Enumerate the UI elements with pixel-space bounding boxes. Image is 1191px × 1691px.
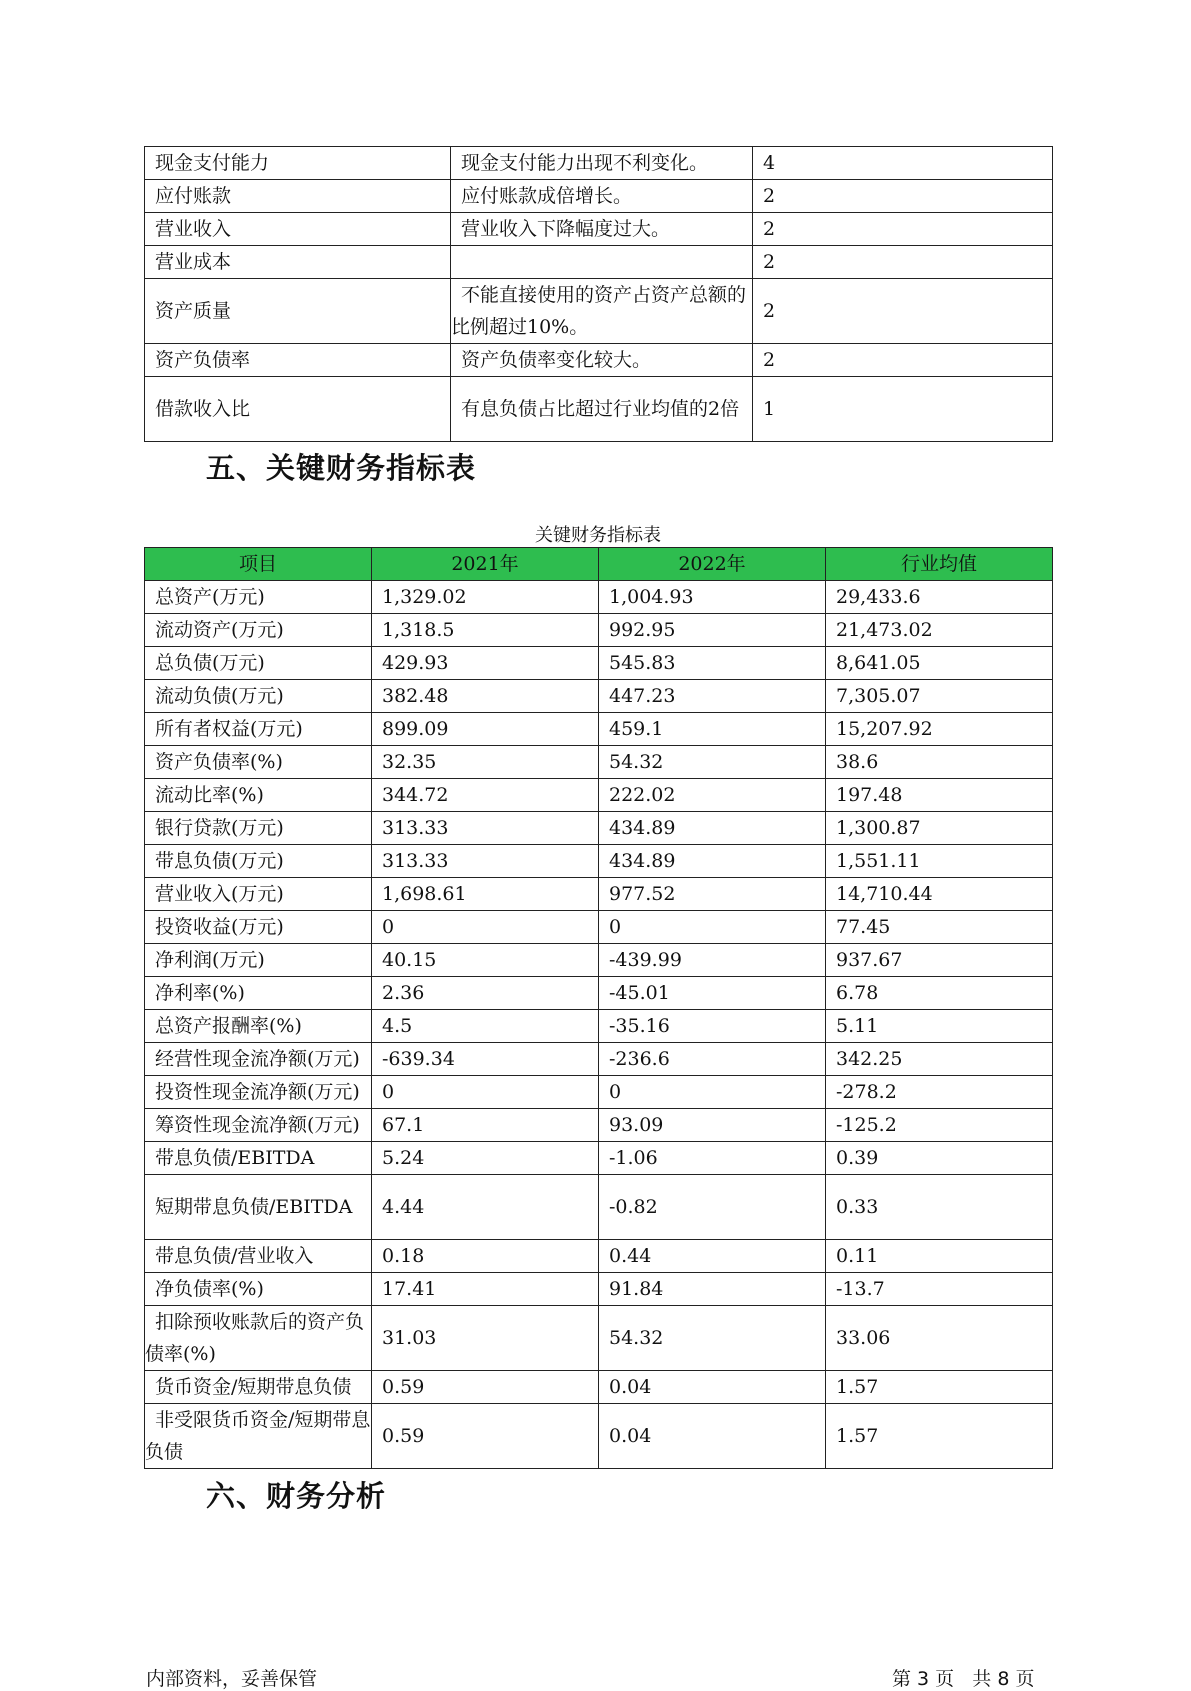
value-industry-average: 1,300.87 [826, 812, 1053, 845]
factor-description: 应付账款成倍增长。 [451, 180, 753, 213]
factor-name: 资产负债率 [145, 344, 451, 377]
value-2022: 545.83 [599, 647, 826, 680]
metrics-table-row [145, 1404, 1053, 1469]
metric-name: 非受限货币资金/短期带息负债 [145, 1404, 372, 1469]
metrics-table-row [145, 680, 1053, 713]
metric-name: 流动负债(万元) [145, 680, 372, 713]
value-2021: 1,329.02 [372, 581, 599, 614]
metric-name: 短期带息负债/EBITDA [145, 1175, 372, 1240]
factor-name: 借款收入比 [145, 377, 451, 442]
value-2022: 0 [599, 911, 826, 944]
risk-table-row [145, 246, 1053, 279]
value-industry-average: 342.25 [826, 1043, 1053, 1076]
value-2021: 1,698.61 [372, 878, 599, 911]
metrics-table-row [145, 1109, 1053, 1142]
metrics-table-row [145, 1010, 1053, 1043]
table-header-row [145, 548, 1053, 581]
value-2022: -1.06 [599, 1142, 826, 1175]
metric-name: 所有者权益(万元) [145, 713, 372, 746]
value-2022: 91.84 [599, 1273, 826, 1306]
footer-page-number: 第 3 页 共 8 页 [892, 1668, 1035, 1690]
factor-score: 2 [753, 279, 1053, 344]
header-item: 项目 [145, 548, 372, 581]
value-industry-average: 937.67 [826, 944, 1053, 977]
value-industry-average: 0.39 [826, 1142, 1053, 1175]
value-2022: -236.6 [599, 1043, 826, 1076]
metrics-table-row [145, 977, 1053, 1010]
metric-name: 筹资性现金流净额(万元) [145, 1109, 372, 1142]
value-2022: 1,004.93 [599, 581, 826, 614]
value-industry-average: -278.2 [826, 1076, 1053, 1109]
metrics-table-row [145, 779, 1053, 812]
value-industry-average: 77.45 [826, 911, 1053, 944]
value-industry-average: 15,207.92 [826, 713, 1053, 746]
value-2021: 429.93 [372, 647, 599, 680]
value-2021: 40.15 [372, 944, 599, 977]
metrics-table-row [145, 911, 1053, 944]
metrics-table-row [145, 812, 1053, 845]
metric-name: 扣除预收账款后的资产负债率(%) [145, 1306, 372, 1371]
value-2022: 0 [599, 1076, 826, 1109]
risk-table-row [145, 377, 1053, 442]
risk-table-row [145, 147, 1053, 180]
value-industry-average: 8,641.05 [826, 647, 1053, 680]
factor-score: 2 [753, 344, 1053, 377]
value-2022: 434.89 [599, 812, 826, 845]
value-2022: -45.01 [599, 977, 826, 1010]
metrics-table-row [145, 845, 1053, 878]
metrics-table-row [145, 1306, 1053, 1371]
value-2022: -0.82 [599, 1175, 826, 1240]
value-industry-average: 0.11 [826, 1240, 1053, 1273]
value-2021: 0 [372, 1076, 599, 1109]
metric-name: 带息负债(万元) [145, 845, 372, 878]
metrics-table-row [145, 1175, 1053, 1240]
metrics-table-row [145, 1076, 1053, 1109]
value-2021: 1,318.5 [372, 614, 599, 647]
metric-name: 带息负债/营业收入 [145, 1240, 372, 1273]
metric-name: 总负债(万元) [145, 647, 372, 680]
value-industry-average: 5.11 [826, 1010, 1053, 1043]
metrics-table-row [145, 1273, 1053, 1306]
metric-name: 净负债率(%) [145, 1273, 372, 1306]
table-caption: 关键财务指标表 [535, 525, 661, 546]
value-2021: 899.09 [372, 713, 599, 746]
value-2022: 0.04 [599, 1404, 826, 1469]
section-heading-key-financial-indicators: 五、关键财务指标表 [206, 451, 477, 485]
risk-table-row [145, 279, 1053, 344]
value-industry-average: 29,433.6 [826, 581, 1053, 614]
value-2022: 93.09 [599, 1109, 826, 1142]
value-2022: 0.44 [599, 1240, 826, 1273]
metric-name: 净利润(万元) [145, 944, 372, 977]
factor-description: 营业收入下降幅度过大。 [451, 213, 753, 246]
value-industry-average: 14,710.44 [826, 878, 1053, 911]
value-2021: 5.24 [372, 1142, 599, 1175]
value-2021: 0 [372, 911, 599, 944]
value-industry-average: -13.7 [826, 1273, 1053, 1306]
value-2021: 0.59 [372, 1371, 599, 1404]
value-industry-average: 7,305.07 [826, 680, 1053, 713]
factor-description: 资产负债率变化较大。 [451, 344, 753, 377]
value-2021: 382.48 [372, 680, 599, 713]
metric-name: 流动比率(%) [145, 779, 372, 812]
value-2021: 0.18 [372, 1240, 599, 1273]
risk-table-row [145, 344, 1053, 377]
value-2022: 459.1 [599, 713, 826, 746]
factor-score: 2 [753, 180, 1053, 213]
value-2022: 54.32 [599, 1306, 826, 1371]
metric-name: 经营性现金流净额(万元) [145, 1043, 372, 1076]
value-industry-average: 1,551.11 [826, 845, 1053, 878]
metric-name: 资产负债率(%) [145, 746, 372, 779]
value-2021: 17.41 [372, 1273, 599, 1306]
factor-description: 现金支付能力出现不利变化。 [451, 147, 753, 180]
metric-name: 带息负债/EBITDA [145, 1142, 372, 1175]
metric-name: 货币资金/短期带息负债 [145, 1371, 372, 1404]
value-industry-average: 1.57 [826, 1371, 1053, 1404]
metrics-table-row [145, 944, 1053, 977]
value-2021: 31.03 [372, 1306, 599, 1371]
metric-name: 营业收入(万元) [145, 878, 372, 911]
value-2021: 0.59 [372, 1404, 599, 1469]
header-industry-average: 行业均值 [826, 548, 1053, 581]
metric-name: 净利率(%) [145, 977, 372, 1010]
value-2022: 54.32 [599, 746, 826, 779]
value-industry-average: 0.33 [826, 1175, 1053, 1240]
value-industry-average: 197.48 [826, 779, 1053, 812]
footer-confidential-note: 内部资料，妥善保管 [146, 1668, 318, 1690]
value-2021: -639.34 [372, 1043, 599, 1076]
factor-score: 4 [753, 147, 1053, 180]
factor-name: 营业成本 [145, 246, 451, 279]
factor-name: 应付账款 [145, 180, 451, 213]
metrics-table-row [145, 614, 1053, 647]
value-industry-average: 33.06 [826, 1306, 1053, 1371]
section-heading-financial-analysis: 六、财务分析 [206, 1479, 387, 1513]
value-2021: 4.5 [372, 1010, 599, 1043]
value-2022: -439.99 [599, 944, 826, 977]
value-2022: 0.04 [599, 1371, 826, 1404]
metric-name: 投资性现金流净额(万元) [145, 1076, 372, 1109]
value-2022: -35.16 [599, 1010, 826, 1043]
value-2021: 2.36 [372, 977, 599, 1010]
metric-name: 银行贷款(万元) [145, 812, 372, 845]
key-financial-indicators-table [144, 547, 1053, 1469]
factor-name: 资产质量 [145, 279, 451, 344]
metrics-table-row [145, 1142, 1053, 1175]
metric-name: 流动资产(万元) [145, 614, 372, 647]
metrics-table-row [145, 746, 1053, 779]
metrics-table-row [145, 1240, 1053, 1273]
risk-table-row [145, 213, 1053, 246]
value-2022: 977.52 [599, 878, 826, 911]
value-2022: 992.95 [599, 614, 826, 647]
factor-description [451, 246, 753, 279]
value-industry-average: -125.2 [826, 1109, 1053, 1142]
metrics-table-row [145, 878, 1053, 911]
factor-score: 1 [753, 377, 1053, 442]
header-2021: 2021年 [372, 548, 599, 581]
factor-description: 不能直接使用的资产占资产总额的比例超过10%。 [451, 279, 753, 344]
metrics-table-row [145, 1043, 1053, 1076]
value-2021: 32.35 [372, 746, 599, 779]
metrics-table-row [145, 1371, 1053, 1404]
metrics-table-row [145, 713, 1053, 746]
value-2021: 313.33 [372, 812, 599, 845]
value-industry-average: 38.6 [826, 746, 1053, 779]
risk-factor-table [144, 146, 1053, 442]
factor-score: 2 [753, 246, 1053, 279]
metrics-table-row [145, 647, 1053, 680]
metrics-table-row [145, 581, 1053, 614]
value-2021: 67.1 [372, 1109, 599, 1142]
value-industry-average: 1.57 [826, 1404, 1053, 1469]
factor-description: 有息负债占比超过行业均值的2倍 [451, 377, 753, 442]
metric-name: 总资产报酬率(%) [145, 1010, 372, 1043]
metric-name: 投资收益(万元) [145, 911, 372, 944]
value-2021: 344.72 [372, 779, 599, 812]
factor-name: 营业收入 [145, 213, 451, 246]
value-2021: 313.33 [372, 845, 599, 878]
header-2022: 2022年 [599, 548, 826, 581]
value-2021: 4.44 [372, 1175, 599, 1240]
value-industry-average: 21,473.02 [826, 614, 1053, 647]
factor-name: 现金支付能力 [145, 147, 451, 180]
value-2022: 447.23 [599, 680, 826, 713]
risk-table-row [145, 180, 1053, 213]
value-industry-average: 6.78 [826, 977, 1053, 1010]
value-2022: 222.02 [599, 779, 826, 812]
factor-score: 2 [753, 213, 1053, 246]
metric-name: 总资产(万元) [145, 581, 372, 614]
value-2022: 434.89 [599, 845, 826, 878]
